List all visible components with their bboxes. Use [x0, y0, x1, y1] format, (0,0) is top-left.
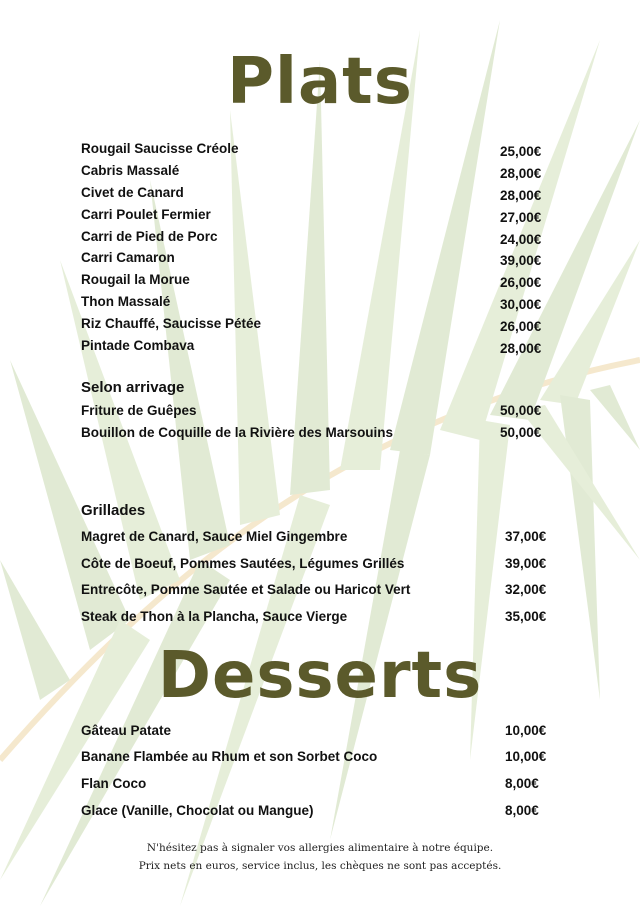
- footer-notes: [0, 839, 640, 875]
- item-name: Carri Poulet Fermier: [81, 207, 211, 222]
- selon-arrivage-heading: Selon arrivage: [81, 379, 185, 396]
- item-price: 28,00€: [500, 166, 542, 181]
- item-name: Carri Camaron: [81, 250, 175, 265]
- item-name: Thon Massalé: [81, 294, 171, 309]
- item-price: 35,00€: [505, 609, 547, 624]
- item-name: Rougail Saucisse Créole: [81, 141, 239, 156]
- item-name: Magret de Canard, Sauce Miel Gingembre: [81, 529, 348, 544]
- item-name: Côte de Boeuf, Pommes Sautées, Légumes Grillés: [81, 556, 405, 571]
- plats-title: Plats: [227, 45, 413, 119]
- item-price: 28,00€: [500, 341, 542, 356]
- item-price: 10,00€: [505, 749, 547, 764]
- item-price: 10,00€: [505, 723, 547, 738]
- item-name: Banane Flambée au Rhum et son Sorbet Coco: [81, 749, 378, 764]
- item-name: Gâteau Patate: [81, 723, 172, 738]
- item-name: Glace (Vanille, Chocolat ou Mangue): [81, 803, 314, 818]
- item-price: 8,00€: [505, 803, 539, 818]
- item-price: 25,00€: [500, 144, 542, 159]
- grillades-heading: Grillades: [81, 502, 146, 519]
- item-price: 27,00€: [500, 210, 542, 225]
- item-name: Friture de Guêpes: [81, 403, 197, 418]
- item-name: Pintade Combava: [81, 338, 195, 353]
- item-name: Entrecôte, Pomme Sautée et Salade ou Haricot Vert: [81, 582, 411, 597]
- item-name: Steak de Thon à la Plancha, Sauce Vierge: [81, 609, 348, 624]
- item-price: 37,00€: [505, 529, 547, 544]
- item-name: Rougail la Morue: [81, 272, 190, 287]
- item-name: Civet de Canard: [81, 185, 184, 200]
- pricing-note: Prix nets en euros, service inclus, les chèques ne sont pas acceptés.: [138, 860, 502, 872]
- item-name: Cabris Massalé: [81, 163, 180, 178]
- item-name: Flan Coco: [81, 776, 147, 791]
- item-price: 30,00€: [500, 297, 542, 312]
- allergy-note: N'hésitez pas à signaler vos allergies alimentaire à notre équipe.: [146, 842, 494, 854]
- item-name: Bouillon de Coquille de la Rivière des Marsouins: [81, 425, 394, 440]
- item-price: 26,00€: [500, 319, 542, 334]
- item-price: 8,00€: [505, 776, 539, 791]
- item-name: Carri de Pied de Porc: [81, 229, 218, 244]
- item-price: 28,00€: [500, 188, 542, 203]
- item-price: 50,00€: [500, 425, 542, 440]
- item-price: 24,00€: [500, 232, 542, 247]
- item-price: 32,00€: [505, 582, 547, 597]
- item-price: 39,00€: [500, 253, 542, 268]
- item-name: Riz Chauffé, Saucisse Pétée: [81, 316, 262, 331]
- item-price: 50,00€: [500, 403, 542, 418]
- desserts-title: Desserts: [157, 639, 483, 713]
- item-price: 26,00€: [500, 275, 542, 290]
- item-price: 39,00€: [505, 556, 547, 571]
